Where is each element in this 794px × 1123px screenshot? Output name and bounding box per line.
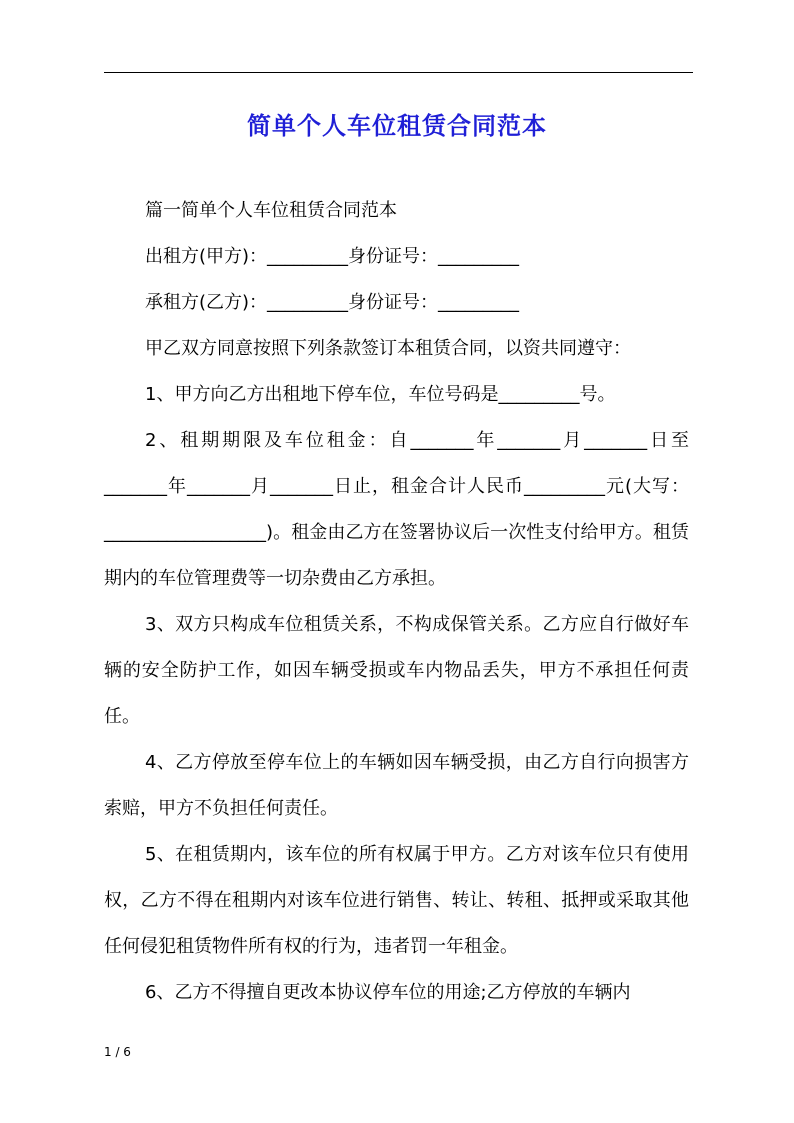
- paragraph-lessee: 承租方(乙方)：_________身份证号：_________: [145, 292, 520, 313]
- paragraph-clause-2: 2、租期期限及车位租金：自_______年_______月_______日至_______年_______月_______日止，租金合计人民币_________元(大写：__________________)。租金由乙方在签署协议后一次性支付给甲方。租赁期内的车位管理费等一切杂费由乙方承担。: [104, 430, 689, 589]
- paragraph-clause-1: 1、甲方向乙方出租地下停车位，车位号码是_________号。: [145, 384, 616, 405]
- paragraph-agreement: 甲乙双方同意按照下列条款签订本租赁合同，以资共同遵守：: [145, 338, 631, 359]
- document-title: 简单个人车位租赁合同范本: [247, 112, 547, 140]
- document-body: [104, 188, 689, 1016]
- paragraph-subtitle: 篇一简单个人车位租赁合同范本: [145, 200, 397, 221]
- paragraph-clause-5: 5、在租赁期内，该车位的所有权属于甲方。乙方对该车位只有使用权，乙方不得在租期内对该车位进行销售、转让、转租、抵押或采取其他任何侵犯租赁物件所有权的行为，违者罚一年租金。: [104, 844, 689, 957]
- paragraph-clause-4: 4、乙方停放至停车位上的车辆如因车辆受损，由乙方自行向损害方索赔，甲方不负担任何责任。: [104, 752, 689, 819]
- header-rule: [104, 72, 693, 73]
- page-number: 1 / 6: [104, 1045, 131, 1059]
- paragraph-clause-3: 3、双方只构成车位租赁关系，不构成保管关系。乙方应自行做好车辆的安全防护工作，如因车辆受损或车内物品丢失，甲方不承担任何责任。: [104, 614, 689, 727]
- paragraph-clause-6: 6、乙方不得擅自更改本协议停车位的用途;乙方停放的车辆内: [145, 982, 631, 1003]
- paragraph-lessor: 出租方(甲方)：_________身份证号：_________: [145, 246, 520, 267]
